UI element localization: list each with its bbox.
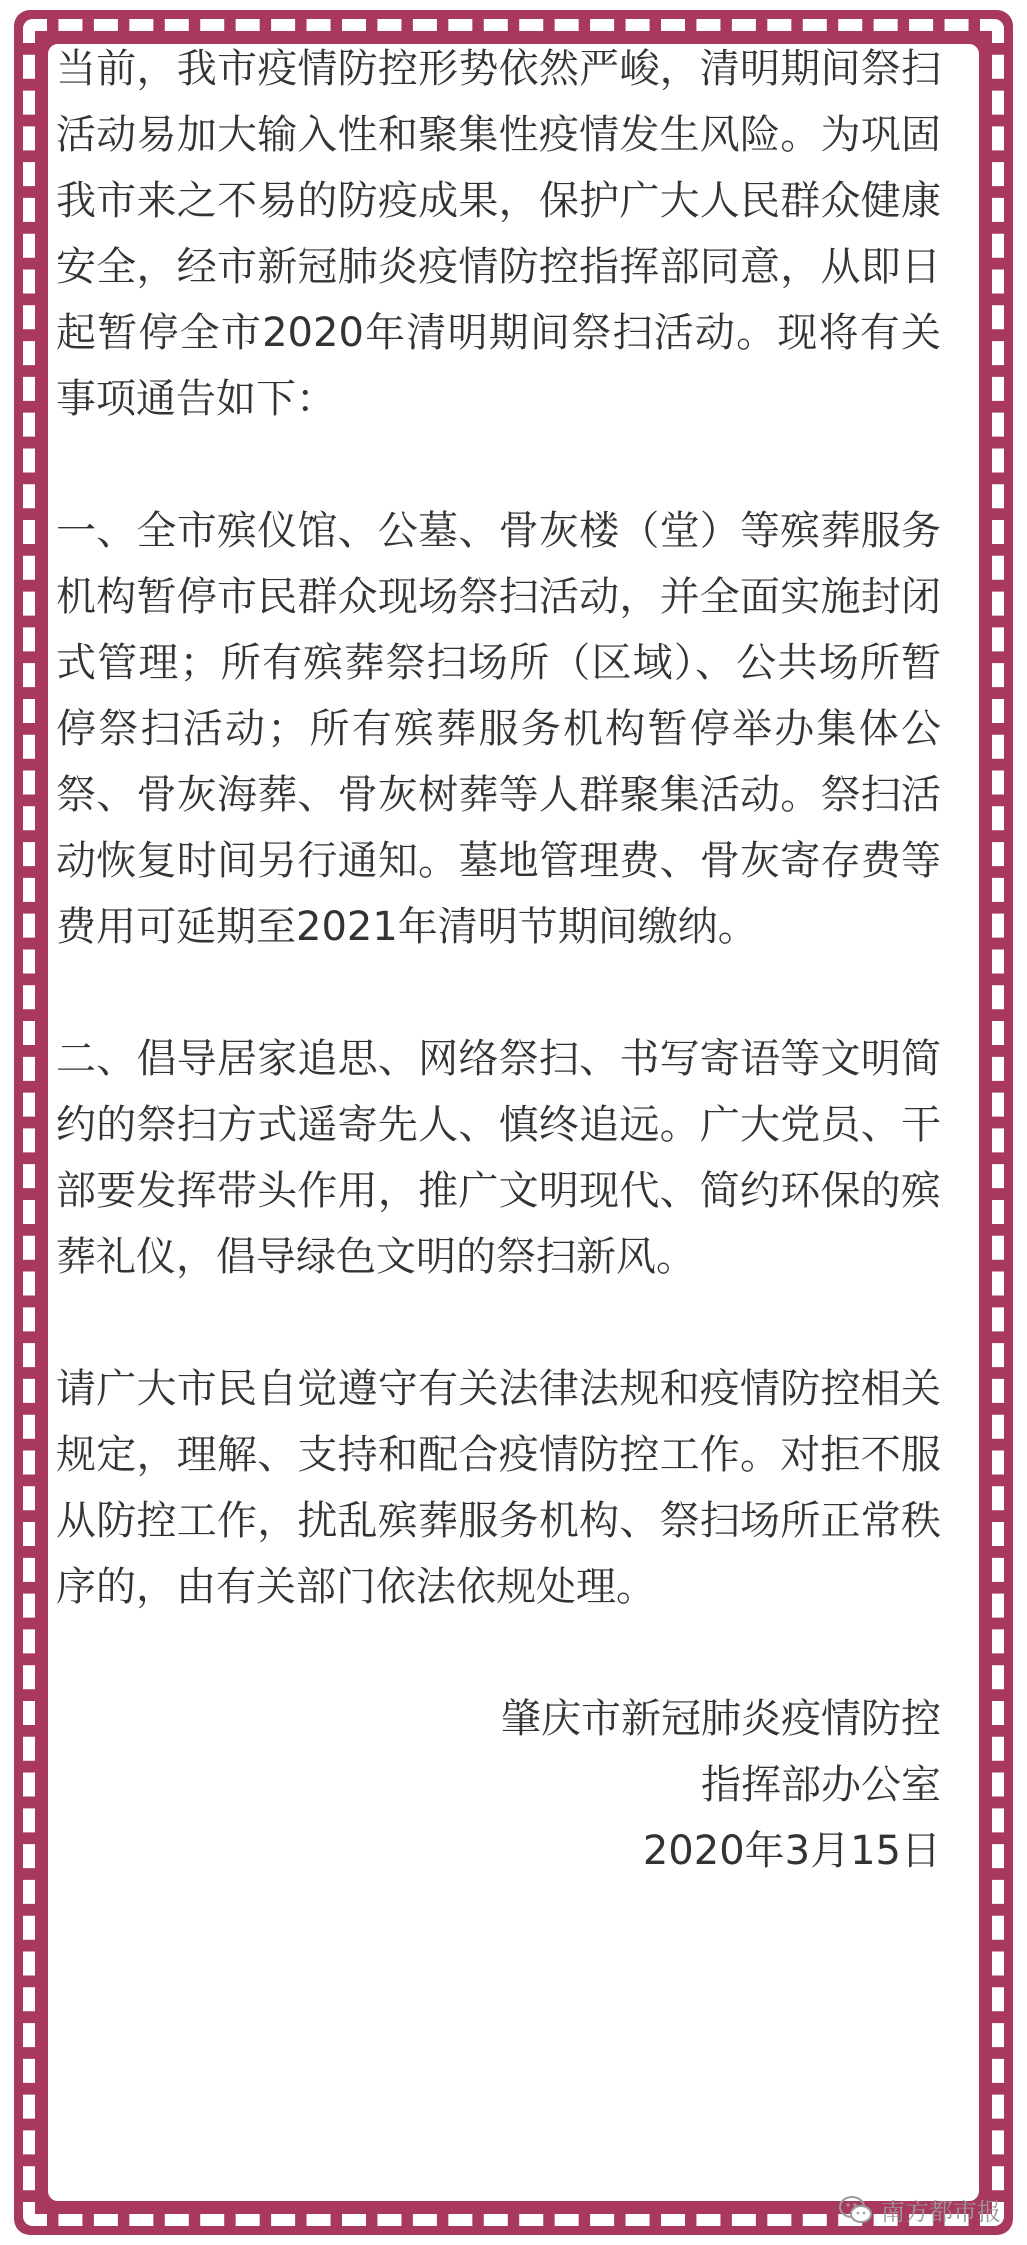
closing-paragraph: 请广大市民自觉遵守有关法律法规和疫情防控相关规定，理解、支持和配合疫情防控工作。对拒不服从防控工作，扰乱殡葬服务机构、祭扫场所正常秩序的，由有关部门依法依规处理。 bbox=[56, 1366, 941, 1610]
source-watermark bbox=[839, 2192, 1001, 2227]
item-two-paragraph: 二、倡导居家追思、网络祭扫、书写寄语等文明简约的祭扫方式遥寄先人、慎终追远。广大党员、干部要发挥带头作用，推广文明现代、简约环保的殡葬礼仪，倡导绿色文明的祭扫新风。 bbox=[56, 1036, 941, 1280]
intro-paragraph: 当前，我市疫情防控形势依然严峻，清明期间祭扫活动易加大输入性和聚集性疫情发生风险。为巩固我市来之不易的防疫成果，保护广大人民群众健康安全，经市新冠肺炎疫情防控指挥部同意，从即日起暂停全市2020年清明期间祭扫活动。现将有关事项通告如下： bbox=[56, 46, 941, 422]
wechat-icon bbox=[839, 2195, 873, 2225]
signature-block bbox=[56, 1686, 941, 1884]
issuer-line-1: 肇庆市新冠肺炎疫情防控 bbox=[501, 1696, 941, 1742]
issuer-line-2: 指挥部办公室 bbox=[701, 1762, 941, 1808]
notice-body bbox=[56, 36, 941, 1884]
issue-date: 2020年3月15日 bbox=[642, 1828, 941, 1874]
item-one-paragraph: 一、全市殡仪馆、公墓、骨灰楼（堂）等殡葬服务机构暂停市民群众现场祭扫活动，并全面实施封闭式管理；所有殡葬祭扫场所（区域）、公共场所暂停祭扫活动；所有殡葬服务机构暂停举办集体公祭、骨灰海葬、骨灰树葬等人群聚集活动。祭扫活动恢复时间另行通知。墓地管理费、骨灰寄存费等费用可延期至2021年清明节期间缴纳。 bbox=[56, 508, 941, 950]
watermark-text: 南方都市报 bbox=[881, 2198, 1001, 2226]
